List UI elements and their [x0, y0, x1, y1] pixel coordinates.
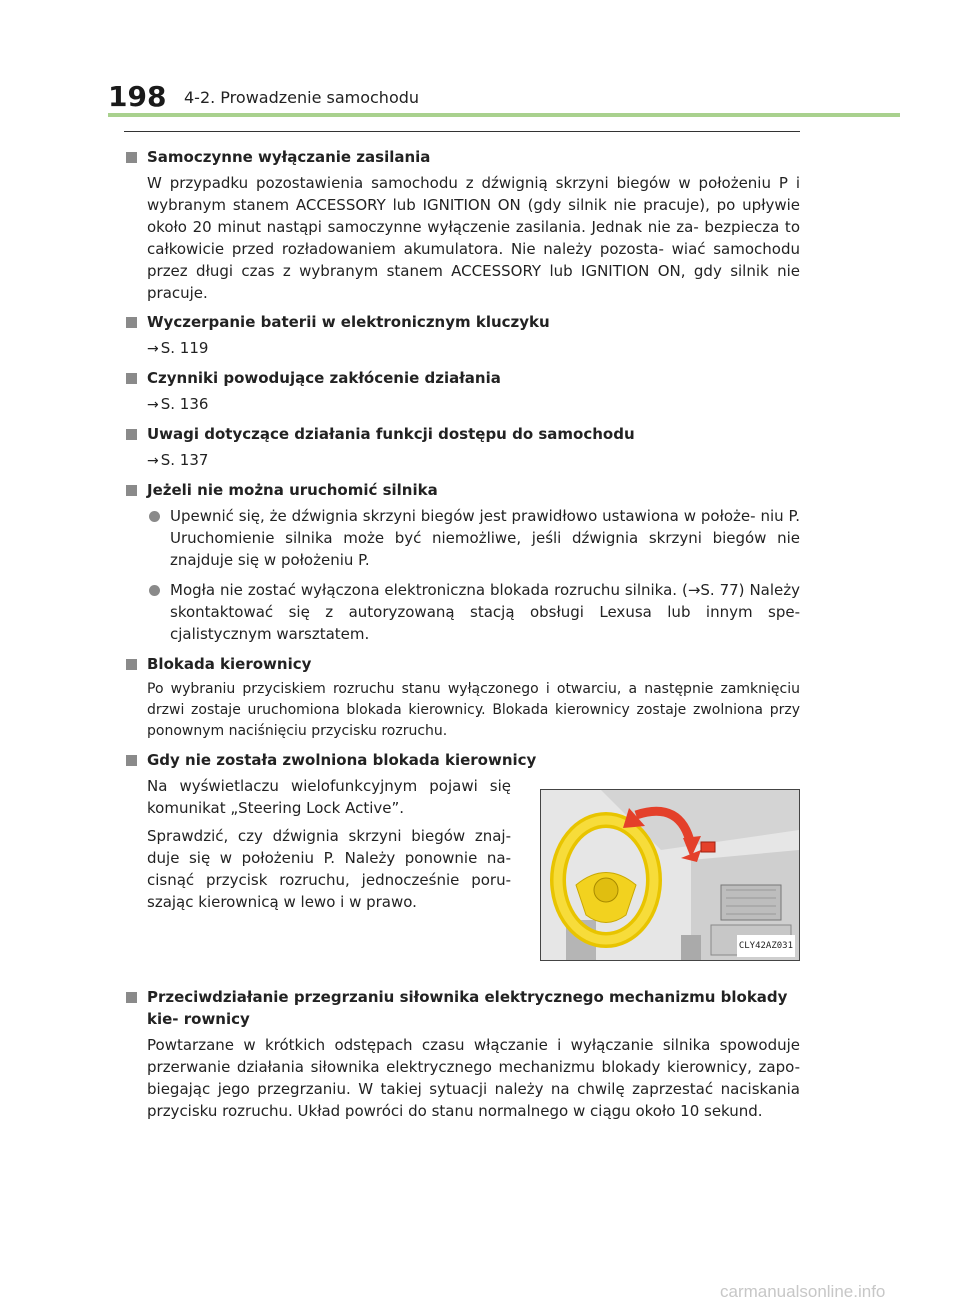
section-heading [124, 986, 800, 1030]
section-paragraph: Powtarzane w krótkich odstępach czasu włączanie i wyłączanie silnika spowoduje przerwanie działania siłownika elektrycznego mechanizmu blokady kierownicy, zapo- biegając jego przegrzaniu. W takiej sytuacji należy na chwilę zaprzestać naciskania przycisku rozruchu. Układ powróci do stanu normalnego w ciągu około 10 sekund. [147, 1036, 800, 1120]
section-heading [124, 423, 800, 445]
page-number: 198 [108, 80, 167, 113]
square-bullet-icon [126, 373, 137, 384]
reference-text: S. 137 [160, 451, 209, 469]
section-paragraph: Na wyświetlaczu wielofunkcyjnym pojawi się komunikat „Steering Lock Active”. [147, 777, 511, 817]
heading-text: Przeciwdziałanie przegrzaniu siłownika elektrycznego mechanizmu blokady kie- rownicy [147, 988, 788, 1028]
section-heading [124, 749, 800, 771]
list-item-text: Upewnić się, że dźwignia skrzyni biegów jest prawidłowo ustawiona w położe- niu P. Uruchomienie silnika może być niemożliwe, jeśli dźwignia skrzyni biegów nie znajduje się w położeniu P. [170, 507, 800, 569]
list-item [124, 579, 800, 645]
section-heading [124, 479, 800, 501]
arrow-right-icon: → [147, 453, 159, 469]
section-paragraph: W przypadku pozostawienia samochodu z dźwignią skrzyni biegów w położeniu P i wybranym stanem ACCESSORY lub IGNITION ON (gdy silnik nie pracuje), po upływie około 20 minut nastąpi samoczynne wyłączenie zasilania. Jednak nie za- bezpiecza to całkowicie przed rozładowaniem akumulatora. Nie należy pozosta- wiać samochodu przez długi czas z wybranym stanem ACCESSORY lub IGNITION ON, gdy silnik nie pracuje. [147, 174, 800, 302]
page-reference[interactable] [124, 337, 800, 360]
section-auto-power-off [124, 146, 800, 304]
list-item [124, 505, 800, 571]
figure-side-text [124, 775, 511, 913]
heading-text: Blokada kierownicy [147, 655, 312, 673]
page-reference[interactable] [124, 393, 800, 416]
square-bullet-icon [126, 429, 137, 440]
chapter-title: 4-2. Prowadzenie samochodu [184, 88, 420, 107]
square-bullet-icon [126, 152, 137, 163]
header-accent-rule [108, 113, 900, 117]
text-with-figure [124, 775, 800, 979]
list-item-text: Mogła nie zostać wyłączona elektroniczna blokada rozruchu silnika. (→S. 77) Należy skontaktować się z autoryzowaną stacją obsługi Lexusa lub innym spe- cjalistycznym warsztatem. [170, 581, 800, 643]
square-bullet-icon [126, 659, 137, 670]
reference-text: S. 136 [160, 395, 209, 413]
section-steering-lock [124, 653, 800, 742]
heading-text: Uwagi dotyczące działania funkcji dostępu do samochodu [147, 425, 635, 443]
heading-text: Czynniki powodujące zakłócenie działania [147, 369, 501, 387]
section-access-notes [124, 423, 800, 472]
section-actuator-overheat [124, 986, 800, 1122]
section-heading [124, 146, 800, 168]
arrow-right-icon: → [147, 397, 159, 413]
section-interference-factors [124, 367, 800, 416]
circle-bullet-icon [149, 511, 160, 522]
square-bullet-icon [126, 992, 137, 1003]
circle-bullet-icon [149, 585, 160, 596]
page-header [0, 0, 960, 120]
heading-text: Wyczerpanie baterii w elektronicznym kluczyku [147, 313, 550, 331]
section-engine-not-starting [124, 479, 800, 645]
section-heading [124, 311, 800, 333]
figure-code: CLY42AZ031 [737, 935, 795, 957]
arrow-right-icon: → [147, 341, 159, 357]
page-content [124, 146, 800, 1129]
heading-text: Samoczynne wyłączanie zasilania [147, 148, 431, 166]
square-bullet-icon [126, 317, 137, 328]
reference-text: S. 119 [160, 339, 209, 357]
section-paragraph: Po wybraniu przyciskiem rozruchu stanu wyłączonego i otwarciu, a następnie zamknięciu drzwi zostaje uruchomiona blokada kierownicy. Blokada kierownicy zostaje zwolniona przy ponownym naciśnięciu przycisku rozruchu. [147, 681, 800, 739]
watermark-site: carmanualsonline.info [720, 1282, 886, 1301]
steering-wheel-illustration [540, 789, 800, 961]
section-paragraph: Sprawdzić, czy dźwignia skrzyni biegów znaj- duje się w położeniu P. Należy ponownie na- cisnąć przycisk rozruchu, jednocześnie poru- szając kierownicą w lewo i w prawo. [147, 827, 511, 911]
section-key-battery [124, 311, 800, 360]
page-reference[interactable] [124, 449, 800, 472]
section-heading [124, 367, 800, 389]
heading-text: Gdy nie została zwolniona blokada kierownicy [147, 751, 537, 769]
section-lock-not-released [124, 749, 800, 979]
square-bullet-icon [126, 755, 137, 766]
heading-text: Jeżeli nie można uruchomić silnika [147, 481, 438, 499]
section-heading [124, 653, 800, 675]
square-bullet-icon [126, 485, 137, 496]
section-divider [124, 131, 800, 132]
